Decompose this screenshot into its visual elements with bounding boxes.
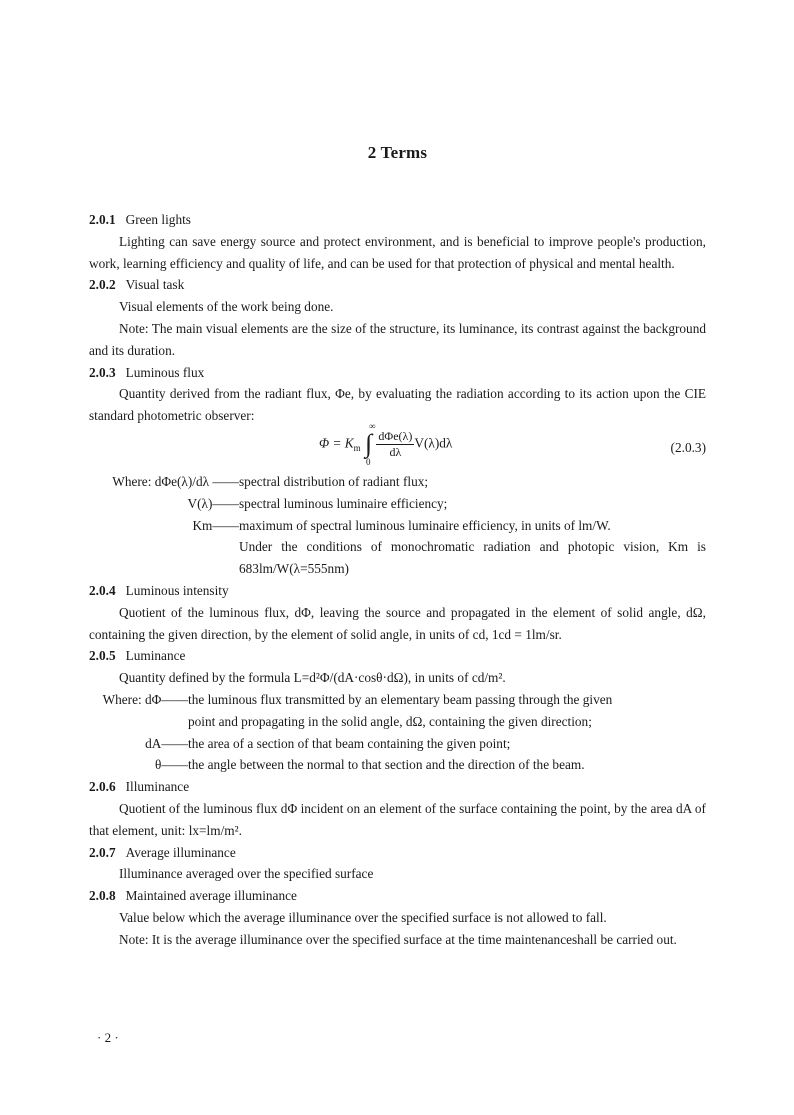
fraction-numerator: dΦe(λ): [378, 428, 413, 443]
document-page: [89, 0, 706, 1115]
equation: [319, 421, 453, 468]
equation-luminous-flux: [89, 421, 706, 471]
term-title: Maintained average illuminance: [125, 888, 297, 904]
where-item: [89, 493, 706, 515]
equation-fraction: [376, 429, 414, 460]
term-title: Illuminance: [125, 779, 190, 795]
where-symbol: dA——: [145, 735, 188, 751]
term-title: Green lights: [125, 212, 191, 227]
where-symbol: Where: dΦ——: [102, 691, 188, 707]
where-symbol: Km——: [192, 517, 239, 533]
equation-number: (2.0.3): [670, 439, 706, 455]
where-description: spectral distribution of radiant flux;: [239, 473, 429, 489]
where-item: [89, 515, 706, 537]
term-number: 2.0.1: [89, 212, 116, 227]
integral-lower-limit: 0: [365, 457, 371, 468]
term-number: 2.0.8: [89, 888, 116, 904]
where-description: the area of a section of that beam containing the given point;: [188, 735, 511, 751]
term-definition: Quotient of the luminous flux dΦ incident on an element of the surface containing the point, by the area dA of that element, unit: lx=lm/m².: [89, 800, 706, 838]
integral-sign-icon: ∫ ∞ 0: [364, 421, 376, 468]
where-item: [89, 689, 706, 711]
term-heading-green-lights: [89, 209, 706, 231]
term-definition: Quantity derived from the radiant flux, Φe, by evaluating the radiation according to its action upon the CIE standard photometric observer:: [89, 386, 706, 424]
equation-km-subscript: m: [353, 443, 361, 454]
where-item: [89, 471, 706, 493]
term-heading-maintained-average-illuminance: [89, 885, 706, 907]
where-description: the luminous flux transmitted by an elementary beam passing through the given: [188, 691, 613, 707]
where-description: spectral luminous luminaire efficiency;: [239, 495, 448, 511]
where-item: [89, 754, 706, 776]
term-heading-visual-task: [89, 274, 706, 296]
integral-upper-limit: ∞: [368, 421, 376, 432]
term-definition: Illuminance averaged over the specified surface: [119, 866, 374, 882]
term-definition: Lighting can save energy source and protect environment, and is beneficial to improve people's production, work, learning efficiency and quality of life, and can be used for that protection of physical and mental health.: [89, 233, 706, 271]
where-symbol: V(λ)——: [187, 495, 239, 511]
term-number: 2.0.4: [89, 582, 116, 598]
equation-tail: V(λ)dλ: [414, 435, 453, 451]
where-symbol: Where: dΦe(λ)/dλ ——: [112, 473, 239, 489]
term-title: Luminance: [125, 648, 186, 664]
term-note: Note: The main visual elements are the size of the structure, its luminance, its contrast against the background and its duration.: [89, 320, 706, 358]
terms-content: [89, 209, 706, 951]
term-heading-average-illuminance: [89, 842, 706, 864]
term-title: Visual task: [125, 277, 185, 293]
term-note: Note: It is the average illuminance over the specified surface at the time maintenanceshall be carried out.: [119, 931, 677, 947]
term-heading-illuminance: [89, 776, 706, 798]
term-number: 2.0.5: [89, 648, 116, 664]
term-definition: Value below which the average illuminance over the specified surface is not allowed to fall.: [119, 909, 607, 925]
page-number: · 2 ·: [97, 1030, 119, 1045]
equation-lhs: Φ = K: [319, 435, 354, 451]
where-description: maximum of spectral luminous luminaire efficiency, in units of lm/W.: [239, 517, 611, 533]
term-definition: Quotient of the luminous flux, dΦ, leaving the source and propagated in the element of solid angle, dΩ, containing the given direction, by the element of solid angle, in units of cd, 1cd = 1lm/sr.: [89, 604, 706, 642]
fraction-denominator: dλ: [389, 444, 402, 459]
term-heading-luminous-intensity: [89, 580, 706, 602]
term-definition: Visual elements of the work being done.: [119, 299, 334, 315]
where-item: [89, 733, 706, 755]
term-title: Luminous flux: [125, 364, 205, 380]
where-description: the angle between the normal to that section and the direction of the beam.: [188, 757, 585, 773]
term-number: 2.0.3: [89, 364, 116, 380]
term-title: Luminous intensity: [125, 582, 229, 598]
where-symbol: θ——: [155, 757, 188, 773]
term-number: 2.0.2: [89, 277, 116, 293]
where-description-continued: point and propagating in the solid angle, dΩ, containing the given direction;: [188, 713, 592, 729]
term-number: 2.0.6: [89, 779, 116, 795]
page-title: 2 Terms: [367, 143, 428, 162]
term-heading-luminous-flux: [89, 362, 706, 384]
term-number: 2.0.7: [89, 844, 116, 860]
where-description-continued: Under the conditions of monochromatic radiation and photopic vision, Km is 683lm/W(λ=555nm): [239, 539, 706, 577]
term-definition: Quantity defined by the formula L=d²Φ/(dA·cosθ·dΩ), in units of cd/m².: [119, 670, 506, 686]
term-heading-luminance: [89, 645, 706, 667]
term-title: Average illuminance: [125, 844, 236, 860]
